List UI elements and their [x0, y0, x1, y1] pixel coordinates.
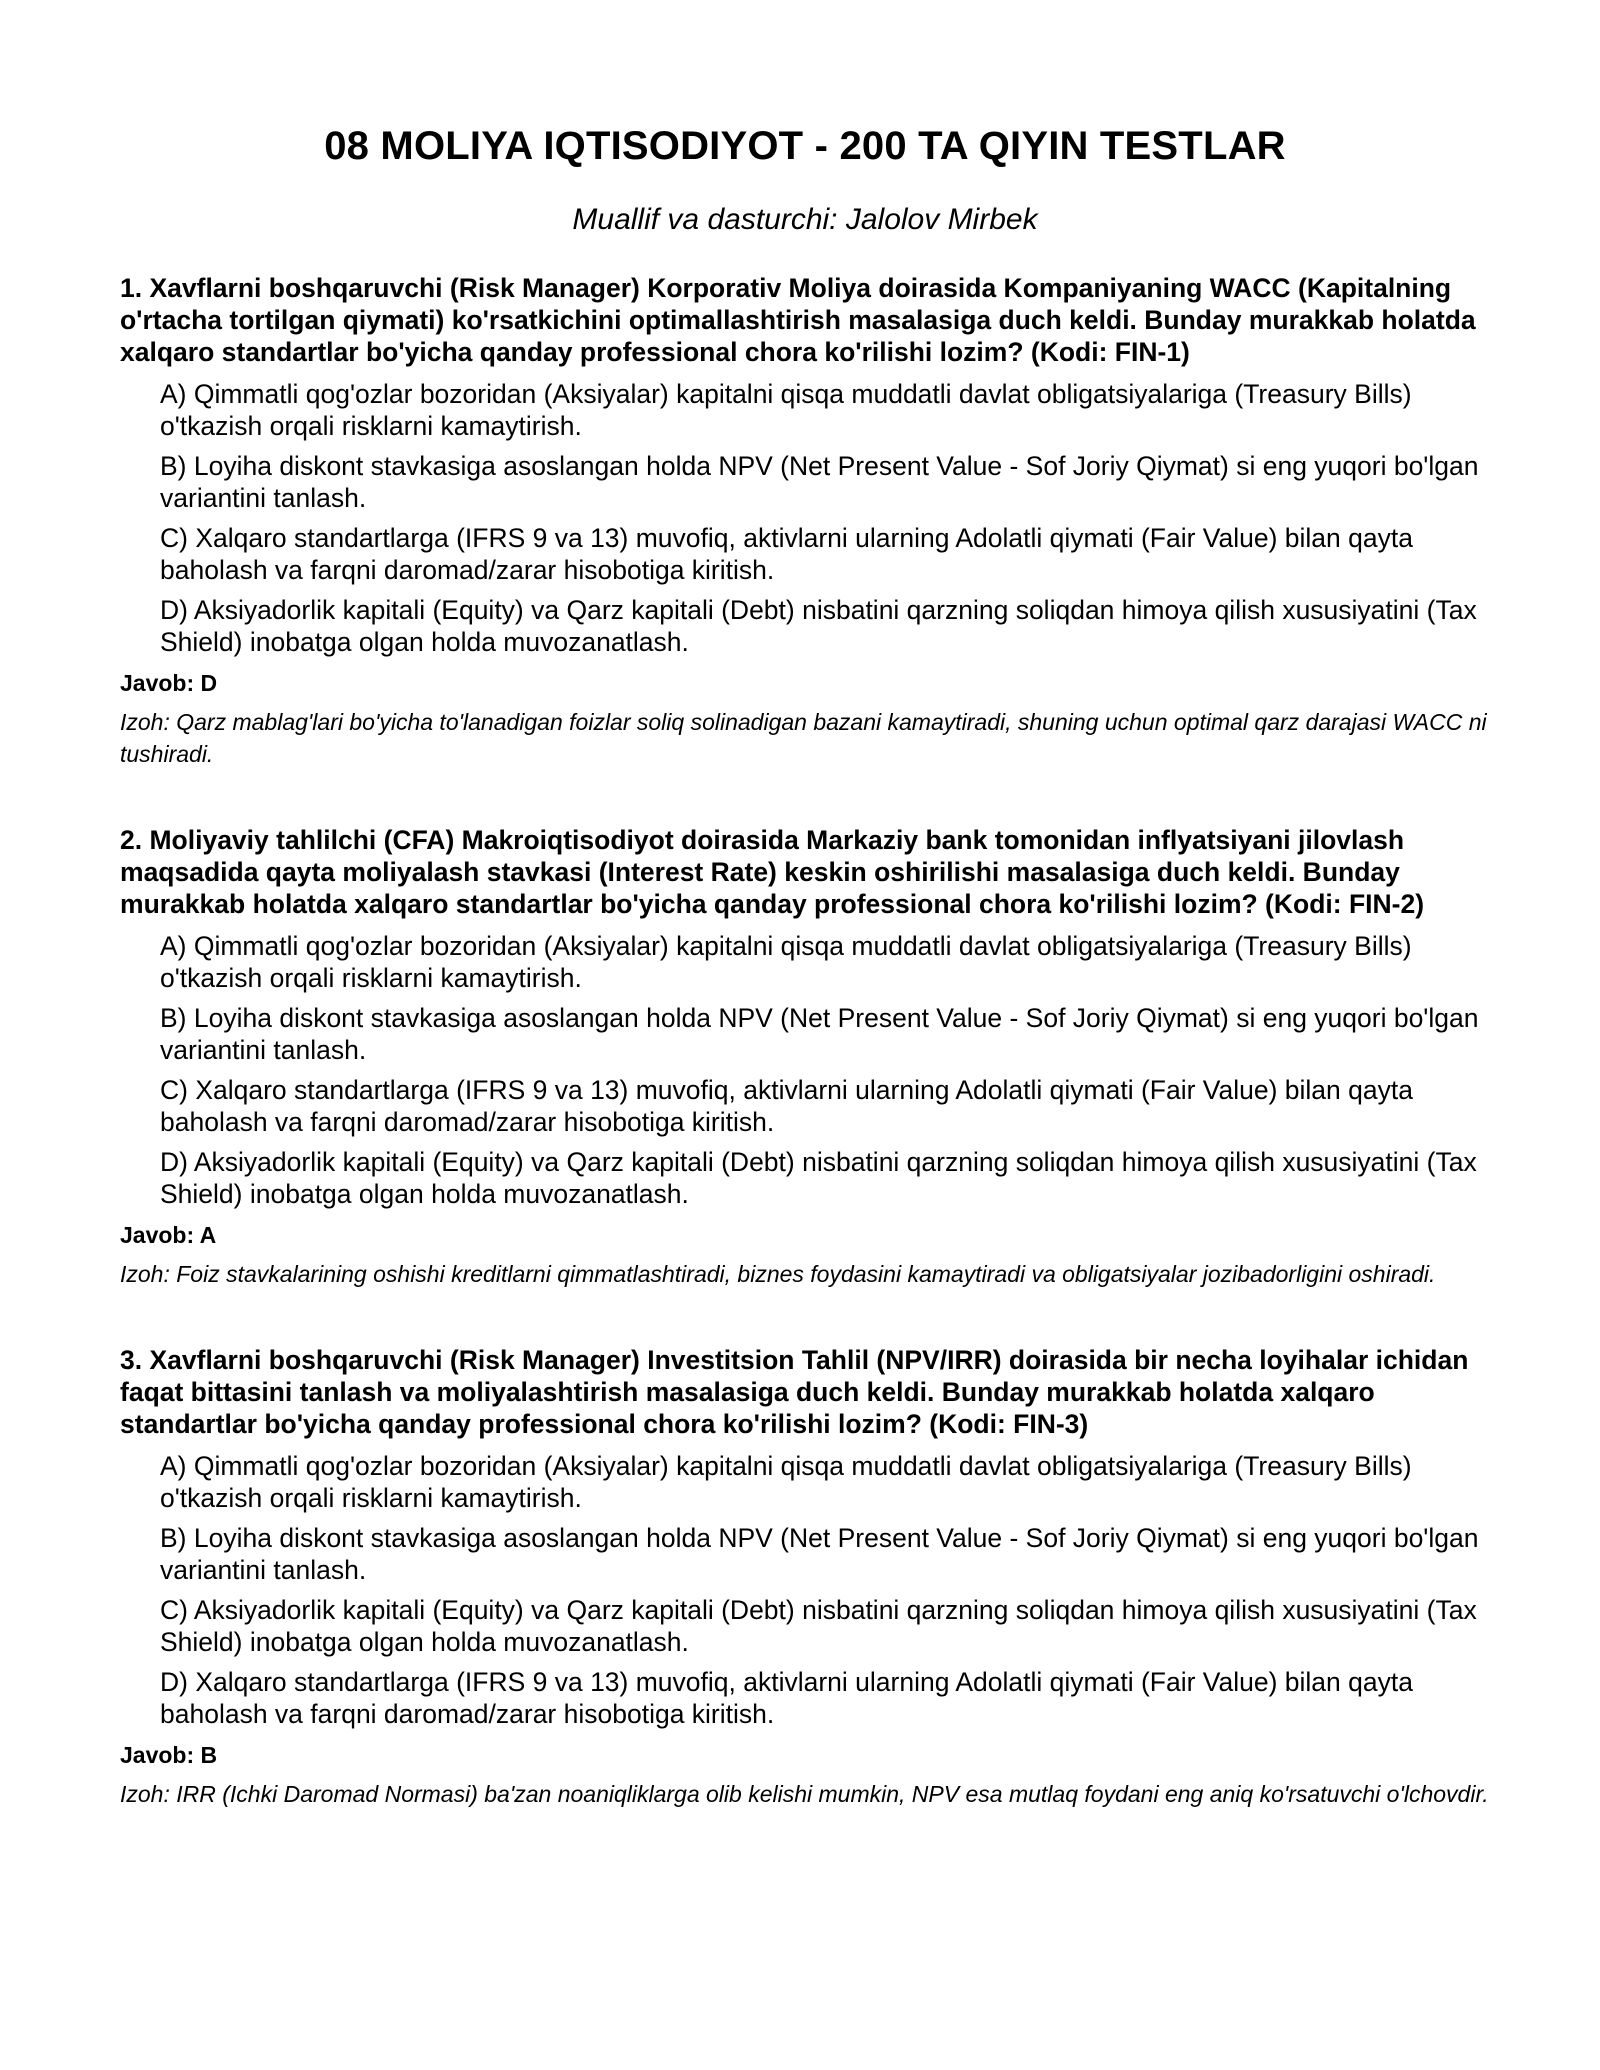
- question-text: 1. Xavflarni boshqaruvchi (Risk Manager) Korporativ Moliya doirasida Kompaniyaning WACC (Kapitalning o'rtacha tortilgan qiymati) ko'rsatkichini optimallashtirish masalasiga duch keldi. Bunday murakkab holatda xalqaro standartlar bo'yicha qanday professional chora ko'rilishi lozim? (Kodi: FIN-1): [120, 273, 1476, 367]
- question-2: [120, 824, 1490, 1290]
- option-a: A) Qimmatli qog'ozlar bozoridan (Aksiyalar) kapitalni qisqa muddatli davlat obligatsiyalariga (Treasury Bills) o'tkazish orqali risklarni kamaytirish.: [160, 931, 1412, 993]
- explanation: Izoh: Qarz mablag'lari bo'yicha to'lanadigan foizlar soliq solinadigan bazani kamaytiradi, shuning uchun optimal qarz darajasi WACC ni tushiradi.: [120, 709, 1487, 767]
- explanation: Izoh: Foiz stavkalarining oshishi kreditlarni qimmatlashtiradi, biznes foydasini kamaytiradi va obligatsiyalar jozibadorligini oshiradi.: [120, 1261, 1436, 1287]
- question-text: 2. Moliyaviy tahlilchi (CFA) Makroiqtisodiyot doirasida Markaziy bank tomonidan inflyatsiyani jilovlash maqsadida qayta moliyalash stavkasi (Interest Rate) keskin oshirilishi masalasiga duch keldi. Bunday murakkab holatda xalqaro standartlar bo'yicha qanday professional chora ko'rilishi lozim? (Kodi: FIN-2): [120, 825, 1425, 919]
- option-c: C) Xalqaro standartlarga (IFRS 9 va 13) muvofiq, aktivlarni ularning Adolatli qiymati (Fair Value) bilan qayta baholash va farqni daromad/zarar hisobotiga kiritish.: [160, 523, 1413, 585]
- explanation: Izoh: IRR (Ichki Daromad Normasi) ba'zan noaniqliklarga olib kelishi mumkin, NPV esa mutlaq foydani eng aniq ko'rsatuvchi o'lchovdir.: [120, 1781, 1489, 1807]
- option-list: [120, 378, 1490, 658]
- option-b: B) Loyiha diskont stavkasiga asoslangan holda NPV (Net Present Value - Sof Joriy Qiymat) si eng yuqori bo'lgan variantini tanlash.: [160, 451, 1479, 513]
- question-list: [120, 272, 1490, 1810]
- question-text: 3. Xavflarni boshqaruvchi (Risk Manager) Investitsion Tahlil (NPV/IRR) doirasida bir necha loyihalar ichidan faqat bittasini tanlash va moliyalashtirish masalasiga duch keldi. Bunday murakkab holatda xalqaro standartlar bo'yicha qanday professional chora ko'rilishi lozim? (Kodi: FIN-3): [120, 1345, 1469, 1439]
- option-d: D) Aksiyadorlik kapitali (Equity) va Qarz kapitali (Debt) nisbatini qarzning soliqdan himoya qilish xususiyatini (Tax Shield) inobatga olgan holda muvozanatlash.: [160, 1147, 1477, 1209]
- option-d: D) Aksiyadorlik kapitali (Equity) va Qarz kapitali (Debt) nisbatini qarzning soliqdan himoya qilish xususiyatini (Tax Shield) inobatga olgan holda muvozanatlash.: [160, 595, 1477, 657]
- answer: Javob: B: [120, 1742, 218, 1768]
- question-3: [120, 1344, 1490, 1810]
- option-c: C) Aksiyadorlik kapitali (Equity) va Qarz kapitali (Debt) nisbatini qarzning soliqdan himoya qilish xususiyatini (Tax Shield) inobatga olgan holda muvozanatlash.: [160, 1595, 1477, 1657]
- option-b: B) Loyiha diskont stavkasiga asoslangan holda NPV (Net Present Value - Sof Joriy Qiymat) si eng yuqori bo'lgan variantini tanlash.: [160, 1003, 1479, 1065]
- answer: Javob: A: [120, 1222, 217, 1248]
- option-list: [120, 1450, 1490, 1730]
- option-list: [120, 930, 1490, 1210]
- document-title: 08 MOLIYA IQTISODIYOT - 200 TA QIYIN TESTLAR: [324, 124, 1286, 168]
- option-a: A) Qimmatli qog'ozlar bozoridan (Aksiyalar) kapitalni qisqa muddatli davlat obligatsiyalariga (Treasury Bills) o'tkazish orqali risklarni kamaytirish.: [160, 379, 1412, 441]
- option-a: A) Qimmatli qog'ozlar bozoridan (Aksiyalar) kapitalni qisqa muddatli davlat obligatsiyalariga (Treasury Bills) o'tkazish orqali risklarni kamaytirish.: [160, 1451, 1412, 1513]
- question-1: [120, 272, 1490, 770]
- option-d: D) Xalqaro standartlarga (IFRS 9 va 13) muvofiq, aktivlarni ularning Adolatli qiymati (Fair Value) bilan qayta baholash va farqni daromad/zarar hisobotiga kiritish.: [160, 1667, 1413, 1729]
- answer: Javob: D: [120, 670, 218, 696]
- option-c: C) Xalqaro standartlarga (IFRS 9 va 13) muvofiq, aktivlarni ularning Adolatli qiymati (Fair Value) bilan qayta baholash va farqni daromad/zarar hisobotiga kiritish.: [160, 1075, 1413, 1137]
- document-page: [120, 118, 1490, 1864]
- document-author: Muallif va dasturchi: Jalolov Mirbek: [572, 203, 1038, 236]
- option-b: B) Loyiha diskont stavkasiga asoslangan holda NPV (Net Present Value - Sof Joriy Qiymat) si eng yuqori bo'lgan variantini tanlash.: [160, 1523, 1479, 1585]
